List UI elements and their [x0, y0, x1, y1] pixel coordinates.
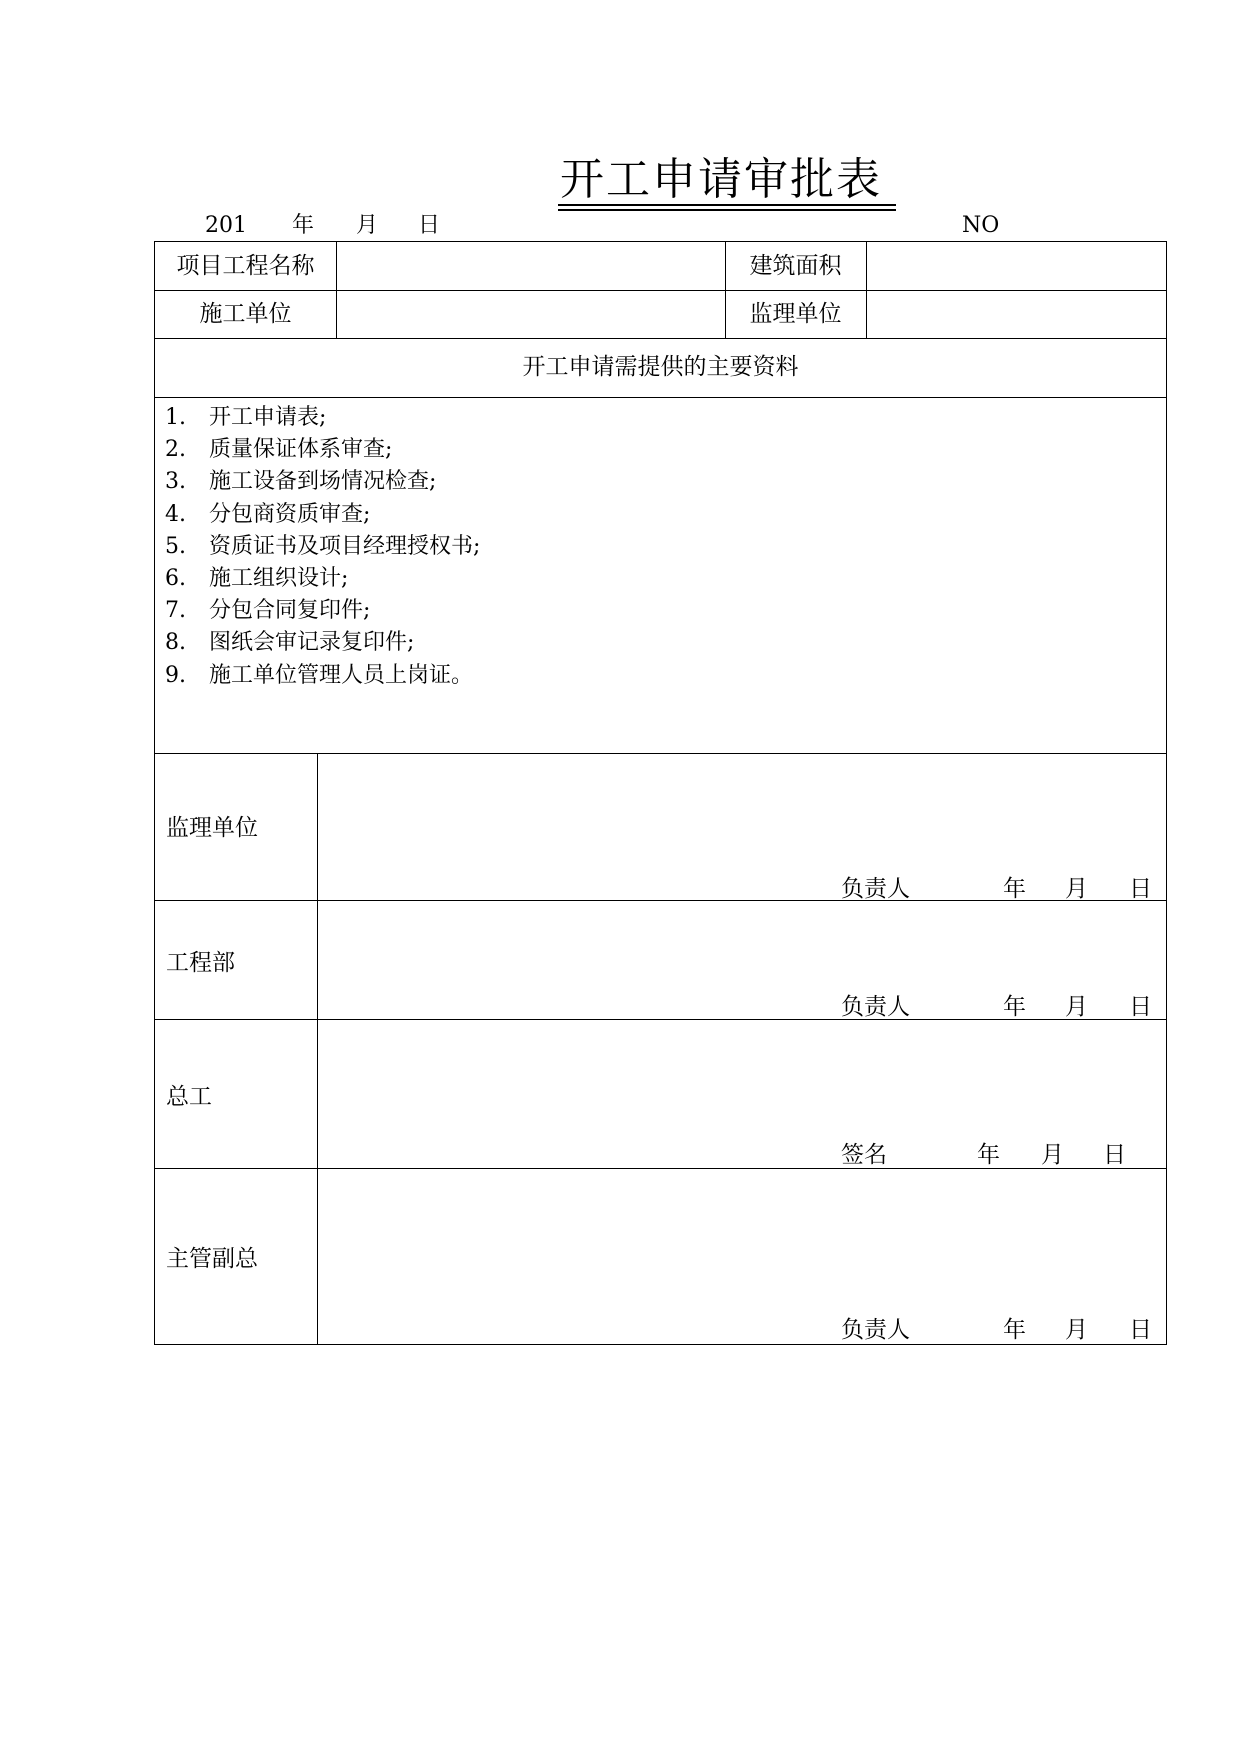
- approval-year-supervision: 年: [1003, 876, 1026, 902]
- header-day-label: 日: [418, 213, 441, 238]
- approval-month-deputy-gm: 月: [1065, 1317, 1088, 1343]
- approval-day-engineering: 日: [1129, 994, 1152, 1020]
- row-divider: [155, 1168, 1166, 1169]
- approval-signer-engineering: 负责人: [841, 994, 910, 1020]
- approval-day-chief-engineer: 日: [1103, 1142, 1126, 1168]
- building-area-label: 建筑面积: [749, 253, 842, 279]
- title-underline-second: [558, 209, 896, 211]
- approval-year-deputy-gm: 年: [1003, 1317, 1026, 1343]
- row-divider: [155, 338, 1166, 339]
- list-item: 7. 分包合同复印件;: [165, 598, 371, 624]
- column-divider: [336, 242, 337, 338]
- row-divider: [155, 397, 1166, 398]
- approval-label-chief-engineer: 总工: [166, 1084, 212, 1110]
- approval-month-engineering: 月: [1065, 994, 1088, 1020]
- title-underline: [558, 204, 896, 206]
- list-item: 5. 资质证书及项目经理授权书;: [165, 533, 481, 559]
- approval-signer-deputy-gm: 负责人: [841, 1317, 910, 1343]
- header-year-prefix: 201: [205, 213, 247, 238]
- header-year-label: 年: [292, 213, 315, 238]
- list-item: 4. 分包商资质审查;: [165, 501, 371, 527]
- supervision-unit-label: 监理单位: [749, 301, 842, 327]
- form-title: 开工申请审批表: [560, 154, 882, 205]
- row-divider: [155, 753, 1166, 754]
- construction-unit-label: 施工单位: [199, 301, 292, 327]
- approval-year-engineering: 年: [1003, 994, 1026, 1020]
- list-item: 1. 开工申请表;: [165, 405, 327, 430]
- list-item: 2. 质量保证体系审查;: [165, 437, 393, 463]
- approval-label-engineering: 工程部: [166, 950, 235, 976]
- approval-day-deputy-gm: 日: [1129, 1317, 1152, 1343]
- approval-label-supervision: 监理单位: [166, 815, 258, 841]
- requirements-heading: 开工申请需提供的主要资料: [522, 354, 799, 380]
- approval-month-chief-engineer: 月: [1041, 1142, 1064, 1168]
- header-no-label: NO: [962, 213, 1000, 238]
- requirements-list: [165, 402, 480, 692]
- approval-signer-chief-engineer: 签名: [841, 1142, 887, 1168]
- project-name-label: 项目工程名称: [176, 253, 315, 279]
- approval-month-supervision: 月: [1065, 876, 1088, 902]
- column-divider: [866, 242, 867, 338]
- list-item: 3. 施工设备到场情况检查;: [165, 469, 437, 495]
- approval-form-table: [154, 241, 1167, 1345]
- list-item: 9. 施工单位管理人员上岗证。: [165, 662, 474, 688]
- header-month-label: 月: [356, 213, 379, 238]
- approval-label-deputy-gm: 主管副总: [166, 1246, 258, 1272]
- list-item: 6. 施工组织设计;: [165, 566, 349, 592]
- column-divider: [317, 753, 318, 1345]
- approval-signer-supervision: 负责人: [841, 876, 910, 902]
- list-item: 8. 图纸会审记录复印件;: [165, 630, 415, 656]
- approval-year-chief-engineer: 年: [977, 1142, 1000, 1168]
- approval-day-supervision: 日: [1129, 876, 1152, 902]
- row-divider: [155, 290, 1166, 291]
